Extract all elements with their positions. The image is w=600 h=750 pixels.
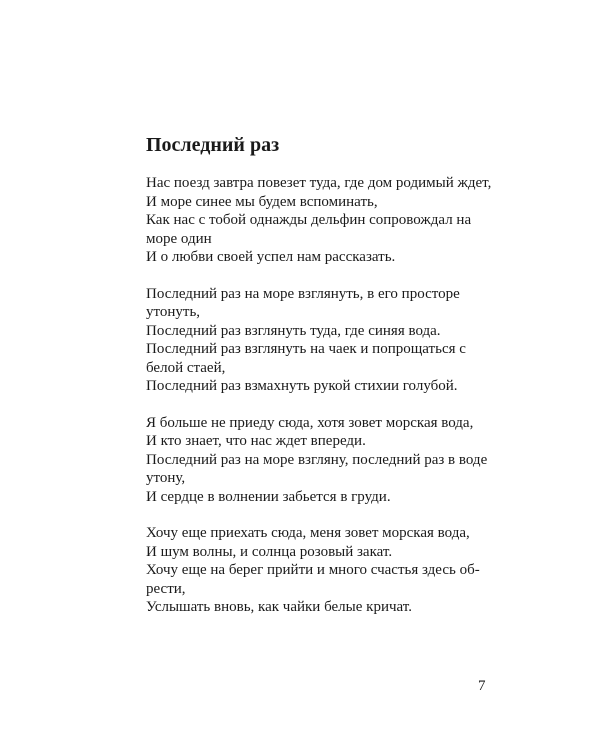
poem-line: И шум волны, и солнца розовый закат.	[146, 543, 393, 560]
poem-line: утону,	[146, 470, 186, 486]
poem-line: И сердце в волнении забьется в груди.	[146, 488, 391, 505]
poem-line: Последний раз взглянуть туда, где синяя вода.	[146, 322, 441, 339]
poem-line: И кто знает, что нас ждет впереди.	[146, 433, 366, 449]
poem-body	[146, 174, 492, 635]
poem-line: Хочу еще на берег прийти и много счастья здесь об-	[146, 562, 480, 578]
stanza-3	[146, 414, 488, 507]
poem-line: Последний раз взглянуть на чаек и попрощаться с	[146, 341, 466, 357]
poem-line: утонуть,	[146, 304, 201, 320]
poem-title: Последний раз	[146, 134, 280, 156]
poem-line: Последний раз на море взглянуть, в его просторе	[146, 285, 460, 302]
poem-line: Хочу еще приехать сюда, меня зовет морская вода,	[146, 525, 470, 541]
poem-line: Нас поезд завтра повезет туда, где дом родимый ждет,	[146, 175, 492, 191]
stanza-1	[146, 174, 492, 267]
poem-line: И о любви своей успел нам рассказать.	[146, 249, 396, 265]
poem-line: белой стаей,	[146, 359, 226, 376]
poem-line: Последний раз на море взгляну, последний раз в воде	[146, 451, 488, 468]
poem-line: рести,	[146, 580, 186, 597]
poem-line: Последний раз взмахнуть рукой стихии голубой.	[146, 378, 458, 394]
stanza-4	[146, 524, 480, 617]
page-number: 7	[478, 678, 486, 694]
poem-line: Я больше не приеду сюда, хотя зовет морская вода,	[146, 414, 474, 431]
poem-line: Как нас с тобой однажды дельфин сопровождал на	[146, 212, 472, 228]
stanza-2	[146, 285, 476, 396]
poem-line: море один	[146, 230, 212, 247]
poem-line: И море синее мы будем вспоминать,	[146, 193, 378, 210]
poem-line: Услышать вновь, как чайки белые кричат.	[146, 599, 412, 615]
